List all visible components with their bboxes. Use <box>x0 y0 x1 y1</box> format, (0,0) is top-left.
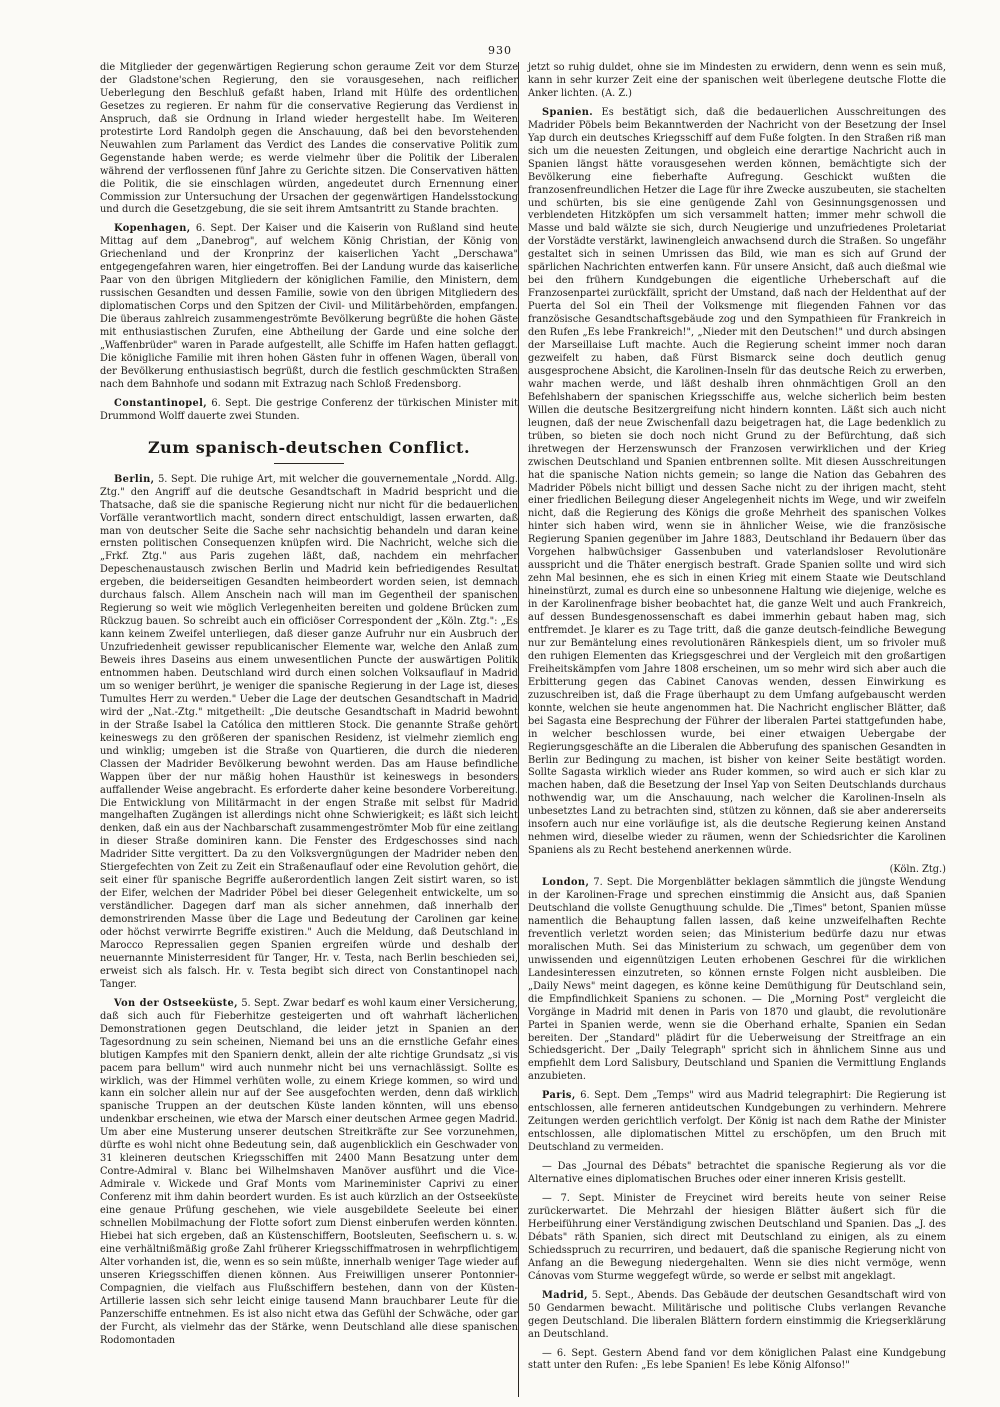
paragraph-text: jetzt so ruhig duldet, ohne sie im Mindesten zu erwidern, denn wenn es sein muß, kann in sehr kurzer Zeit eine der spanischen weit überlegene deutsche Flotte die Anker lichten. (A. Z.) <box>528 62 946 99</box>
article-berlin <box>100 474 518 992</box>
page-number: 930 <box>488 44 512 57</box>
section-header <box>100 437 518 464</box>
paragraph-text: 5. Sept., Abends. Das Gebäude der deutschen Gesandtschaft wird von 50 Gendarmen bewacht. Militärische und politische Clubs verlangen Revanche gegen Deutschland. Die liberalen Blättern fordern einstimmig die Kriegserklärung an Deutschland. <box>528 1289 946 1340</box>
left-column <box>100 62 518 1354</box>
article-madrid <box>528 1290 946 1342</box>
article-paris <box>528 1090 946 1155</box>
article-kopenhagen <box>100 223 518 391</box>
article-paragraph <box>528 1161 946 1187</box>
dateline: Von der Ostseeküste, <box>114 997 238 1009</box>
section-title: Zum spanisch-deutschen Conflict. <box>147 437 471 457</box>
article-paragraph <box>528 1193 946 1284</box>
paragraph-text: 6. Sept. Der Kaiser und die Kaiserin von Rußland sind heute Mittag auf dem „Danebrog", auf welchem König Christian, der König von Griechenland und der Kronprinz der kaiserlichen Yacht „Derschawa" entgegengefahren waren, hier eingetroffen. Bei der Landung wurde das kaiserliche Paar von den übrigen Mitgliedern der königlichen Familie, den Ministern, dem russischen Gesandten und dessen Familie, sowie von den übrigen Mitgliedern des diplomatischen Corps und den Spitzen der Civil- und Militärbehörden, empfangen. Die überaus zahlreich zusammengeströmte Bevölkerung begrüßte die hohen Gäste mit enthusiastischen Zurufen, eine Abtheilung der Garde und eine solche der „Waffenbrüder" waren in Parade aufgestellt, alle Schiffe im Hafen hatten geflaggt. Die königliche Familie mit ihren hohen Gästen fuhr in offenen Wagen, überall von der Bevölkerung enthusiastisch begrüßt, durch die festlich geschmückten Straßen nach dem Bahnhofe und sodann mit Extrazug nach Schloß Fredensborg. <box>100 223 518 390</box>
dateline: Kopenhagen, <box>114 223 191 235</box>
column-divider <box>518 62 519 1397</box>
dateline: London, <box>542 877 590 889</box>
article-london <box>528 877 946 1084</box>
source-signature: (Köln. Ztg.) <box>889 864 946 876</box>
paragraph-text: 7. Sept. Die Morgenblätter beklagen sämmtlich die jüngste Wendung in der Karolinen-Frage und sprechen einstimmig die Ansicht aus, daß Spanien Deutschland die vollste Genugthuung schulde. Die „Times" betont, Spanien müsse namentlich die Behauptung fallen lassen, daß keine unzweifelhaften Rechte freventlich verletzt worden seien; das Ministerium bedürfe dazu nur etwas moralischen Muth. Sei das Ministerium zu schwach, um gegenüber dem von unwissenden und eigennützigen Leuten erhobenen Geschrei für die wirklichen Landesinteressen einzutreten, so können ernste Folgen nicht ausbleiben. Die „Daily News" meint dagegen, es könne keine Demüthigung für Deutschland sein, die Empfindlichkeit Spaniens zu schonen. — Die „Morning Post" vergleicht die Vorgänge in Madrid mit denen in Paris von 1870 und glaubt, die revolutionäre Partei in Spanien werde, wenn sie die Oberhand erhalte, Spanien ein Sedan bereiten. Der „Standard" plädirt für die Ueberweisung der Streitfrage an ein Schiedsgericht. Der „Daily Telegraph" spricht sich in ähnlichem Sinne aus und empfiehlt dem Lord Salisbury, Deutschland und Spanien die Vermittlung Englands anzubieten. <box>528 877 946 1083</box>
dateline: Constantinopel, <box>114 397 208 409</box>
article-paragraph <box>100 62 518 217</box>
paragraph-text: 5. Sept. Zwar bedarf es wohl kaum einer Versicherung, daß sich auch für Fieberhitze gesteigerten und oft wahrhaft lächerlichen Demonstrationen gegen Deutschland, die leider jetzt in Spanien an der Tagesordnung zu sein scheinen, Niemand bei uns an die ernstliche Gefahr eines blutigen Kampfes mit den Spaniern denkt, allein der alte richtige Grundsatz „si vis pacem para bellum" wird auch nunmehr nicht bei uns vernachlässigt. Sollte es wirklich, was der Himmel verhüten wolle, zu einem Kriege kommen, so wird und kann ein solcher allein nur auf der See ausgefochten werden, denn daß wirklich spanische Truppen an der deutschen Küste landen könnten, will uns ebenso undenkbar erscheinen, wie etwa der Marsch einer deutschen Armee gegen Madrid. Um aber eine Musterung unserer deutschen Streitkräfte zur See vorzunehmen, dürfte es wohl nicht ohne Bedeutung sein, daß augenblicklich ein Geschwader von 31 kleineren deutschen Kriegsschiffen mit 2400 Mann Besatzung unter dem Contre-Admiral v. Blanc bei Wilhelmshaven Manöver ausführt und die Vice-Admirale v. Wickede und Graf Monts vom Marineminister Caprivi zu einer Conferenz mit ihm dahin beordert wurden. Es ist auch kürzlich an der Ostseeküste eine genaue Prüfung geschehen, wie viele ausgebildete Seeleute bei einer schnellen Mobilmachung der Flotte sofort zum Dienst einberufen werden könnten. Hiebei hat sich ergeben, daß an Küstenschiffern, Bootsleuten, Seefischern u. s. w. eine verhältnißmäßig große Zahl früherer Kriegsschiffmatrosen in wehrpflichtigem Alter vorhanden ist, die, wenn es so sein müßte, innerhalb weniger Tage wieder auf unseren Kriegsschiffen dienen können. Aus Freiwilligen unserer Pontonnier-Compagnien, die vielfach aus Flußschiffern bestehen, dann von der Küsten-Artillerie lassen sich sehr leicht einige tausend Mann brauchbarer Leute für die Panzerschiffe entnehmen. Es ist also nicht etwa das Gefühl der Schwäche, oder gar der Furcht, als vielmehr das der Stärke, wenn Deutschland alle diese spanischen Rodomontaden <box>100 997 519 1346</box>
article-constantinopel <box>100 398 518 424</box>
paragraph-text: — Das „Journal des Débats" betrachtet die spanische Regierung als vor die Alternative eines diplomatischen Bruches oder einer inneren Krisis gestellt. <box>528 1161 946 1186</box>
paragraph-text: — 7. Sept. Minister de Freycinet wird bereits heute von seiner Reise zurückerwartet. Die Mehrzahl der hiesigen Blätter äußert sich für die Herbeiführung einer Verständigung zwischen Deutschland und Spanien. Das „J. des Débats" räth Spanien, sich direct mit Deutschland zu einigen, als zu einem Schiedsspruch zu recurriren, und bedauert, daß die spanische Regierung nicht von Anfang an die Bewegung niedergehalten. Wenn sie dies nicht vermöge, wenn Cánovas vom Sturme weggefegt würde, so werde er selbst mit angeklagt. <box>528 1193 946 1282</box>
article-spanien <box>528 107 946 858</box>
dateline: Berlin, <box>114 473 155 485</box>
article-paragraph <box>528 1348 946 1374</box>
paragraph-text: die Mitglieder der gegenwärtigen Regierung schon geraume Zeit vor dem Sturze der Gladstone'schen Regierung, den sie vorausgesehen, nach reiflicher Ueberlegung den Beschluß gefaßt haben, Irland mit Hülfe des ordentlichen Gesetzes zu regieren. Er nahm für die conservative Regierung das Verdienst in Anspruch, daß sie Ordnung in Irland wieder hergestellt habe. Im Weiteren protestirte Lord Randolph gegen die Anschauung, daß bei den bevorstehenden Neuwahlen zum Parlament das Verdict des Landes die conservative Politik zum Gegenstande haben werde; es werde vielmehr über die Politik der Liberalen während der verflossenen fünf Jahre zu Gerichte sitzen. Die Conservativen hätten die Politik, die sie einschlagen würden, angedeutet durch Ernennung einer Commission zur Untersuchung der Ursachen der gegenwärtigen Handelsstockung und durch die Gesetzgebung, die sie seit ihrem Amtsantritt zu Stande brachten. <box>100 62 518 216</box>
dateline: Paris, <box>542 1090 576 1102</box>
paragraph-text: — 6. Sept. Gestern Abend fand vor dem königlichen Palast eine Kundgebung statt unter den Rufen: „Es lebe Spanien! Es lebe König Alfonso!" <box>528 1347 946 1372</box>
article-ostseekueste <box>100 998 518 1348</box>
paragraph-text: Es bestätigt sich, daß die bedauerlichen Ausschreitungen des Madrider Pöbels beim Bekanntwerden der Nachricht von der Besetzung der Insel Yap durch ein deutsches Kriegsschiff auf dem Fuße folgten. In den Straßen riß man sich um die neuesten Zeitungen, und obgleich eine derartige Nachricht auch in Spanien längst hätte vorausgesehen werden können, bemächtigte sich der Bevölkerung eine fieberhafte Aufregung. Geschickt wußten die franzosenfreundlichen Hetzer die Lage für ihre Zwecke auszubeuten, sie stachelten und schürten, bis sie eine genügende Zahl von Gesinnungsgenossen und verblendeten Hitzköpfen um sich versammelt hatten; immer mehr schwoll die Masse und bald wälzte sie sich, durch Neugierige und unzufriedenes Proletariat der Vorstädte verstärkt, lawinengleich anwachsend durch die Straßen. So ungefähr gestaltet sich in seinen Umrissen das Bild, wie man es sich auf Grund der spärlichen Nachrichten entwerfen kann. Für unsere Ansicht, daß auch dießmal wie bei den frühern Kundgebungen die eigentliche Urheberschaft auf die Franzosenpartei zurückfällt, spricht der Umstand, daß nach der Heldenthat auf der Puerta del Sol ein Theil der Volksmenge mit fliegenden Fahnen vor das französische Gesandtschaftsgebäude zog und den Sympathieen für Frankreich in den Rufen „Es lebe Frankreich!", „Nieder mit den Deutschen!" und durch absingen der Marseillaise Luft machte. Auch die Regierung scheint immer noch daran gezweifelt zu haben, daß Fürst Bismarck seine doch deutlich genug ausgesprochene Absicht, die Karolinen-Inseln für das deutsche Reich zu erwerben, wahr machen werde, und läßt deshalb ihren ohnmächtigen Groll an den Befehlshabern der spanischen Kriegsschiffe aus, welche sicherlich beim besten Willen die deutsche Besitzergreifung nicht hindern konnten. Läßt sich auch nicht leugnen, daß der neue Zwischenfall dazu beigetragen hat, die Lage bedenklich zu trüben, so bieten sie doch noch nicht Grund zu der Befürchtung, daß sich ihretwegen der Herzenswunsch der Franzosen verwirklichen und der Krieg zwischen Deutschland und Spanien entbrennen sollte. Mit diesen Ausschreitungen hat die spanische Nation nichts gemein; so lange die Nation das Gebahren des Madrider Pöbels nicht billigt und dessen Sache nicht zu der ihrigen macht, steht einer friedlichen Beilegung dieser Angelegenheit nichts im Wege, und wir zweifeln nicht, daß die Regierung des Königs die große Mehrheit des spanischen Volkes hinter sich haben wird, wenn sie in ähnlicher Weise, wie die französische Regierung Spanien gegenüber im Jahre 1883, Deutschland ihr Bedauern über das Vorgehen halbwüchsiger Gassenbuben und vaterlandsloser Revolutionäre ausspricht und die Thäter energisch bestraft. Grade Spanien sollte und wird sich zehn Mal besinnen, ehe es sich in einen Krieg mit einem Staate wie Deutschland hineinstürzt, zumal es durch eine so unbesonnene Haltung wie diejenige, welche es in der Karolinenfrage bisher beobachtet hat, die ganze Welt und auch Frankreich, auf dessen Bundesgenossenschaft es dabei immerhin gebaut haben mag, sich entfremdet. Je klarer es zu Tage tritt, daß die ganze deutsch-feindliche Bewegung nur zur Bemäntelung eines revolutionären Ränkespiels dient, um so frivoler muß den ruhigen Elementen das Kriegsgeschrei und der Vergleich mit den großartigen Freiheitskämpfen vom Jahre 1808 erscheinen, um so mehr wird sich aber auch die Erbitterung gegen das Cabinet Canovas wenden, dessen Einwirkung es zuzuschreiben ist, daß die Frage überhaupt zu dem Umfang aufgebauscht werden konnte, welchen sie heute angenommen hat. Die Nachricht englischer Blätter, daß bei Sagasta eine Besprechung der Führer der liberalen Partei stattgefunden habe, in welcher beschlossen wurde, bei einer etwaigen Uebergabe der Regierungsgeschäfte an die Liberalen die Abberufung des spanischen Gesandten in Berlin zur Bedingung zu machen, ist bisher von keiner Seite bestätigt worden. Sollte Sagasta wirklich wieder ans Ruder kommen, so wird auch er sich klar zu machen haben, daß die Besetzung der Insel Yap von Seiten Deutschlands durchaus nothwendig war, um die Anschauung, nach welcher die Karolinen-Inseln als unbesetztes Land zu betrachten sind, stützen zu können, daß sie aber andererseits insofern auch nur eine vorläufige ist, als die deutsche Regierung keinen Anstand nehmen wird, dieselbe wieder zu räumen, wenn der Schiedsrichter die Karolinen Spaniens als zu Recht bestehend anerkennen würde. <box>528 106 946 857</box>
paragraph-text: 6. Sept. Dem „Temps" wird aus Madrid telegraphirt: Die Regierung ist entschlossen, alle ferneren antideutschen Kundgebungen zu verhindern. Mehrere Zeitungen werden gerichtlich verfolgt. Der König ist nach dem Rathe der Minister entschlossen, alle diplomatischen Mittel zu erschöpfen, um den Bruch mit Deutschland zu vermeiden. <box>528 1090 946 1154</box>
paragraph-text: 5. Sept. Die ruhige Art, mit welcher die gouvernementale „Nordd. Allg. Ztg." den Angriff auf die deutsche Gesandtschaft in Madrid bespricht und die Thatsache, daß sie die spanische Regierung nicht nur nicht für die bedauerlichen Vorfälle verantwortlich macht, sondern direct entschuldigt, lassen erwarten, daß man von deutscher Seite die Sache sehr nachsichtig behandeln und daran keine ernsten politischen Consequenzen knüpfen wird. Die Nachricht, welche sich die „Frkf. Ztg." aus Paris zugehen läßt, daß, nachdem ein mehrfacher Depeschenaustausch zwischen Berlin und Madrid kein befriedigendes Resultat ergeben, die beiderseitigen Gesandten heimbeordert worden seien, ist demnach durchaus falsch. Allem Anschein nach will man im Gegentheil der spanischen Regierung so weit wie möglich Verlegenheiten bereiten und goldene Brücken zum Rückzug bauen. So schreibt auch ein officiöser Correspondent der „Köln. Ztg.": „Es kann keinem Zweifel unterliegen, daß dieser ganze Aufruhr nur ein Ausbruch der Unzufriedenheit gewisser republicanischer Elemente war, welche den Anlaß zum Beweis ihres Daseins aus einem unwesentlichen Puncte der auswärtigen Politik entnommen haben. Deutschland wird durch einen solchen Volksauflauf in Madrid um so weniger berührt, je weniger die spanische Regierung in der Lage ist, dieses Tumultes Herr zu werden." Ueber die Lage der deutschen Gesandtschaft in Madrid wird der „Nat.-Ztg." mitgetheilt: „Die deutsche Gesandtschaft in Madrid bewohnt in der Straße Isabel la Católica den mittleren Stock. Die genannte Straße gehört keineswegs zu den größeren der spanischen Residenz, ist vielmehr ziemlich eng und winklig; umgeben ist die Straße von Quartieren, die durch die niederen Classen der Madrider Bevölkerung bewohnt werden. Das am Hause befindliche Wappen über der nur mäßig hohen Hausthür ist keineswegs in besonders auffallender Weise angebracht. Es erforderte daher keine besondere Vorbereitung. Die Entwicklung von Militärmacht in der engen Straße mit selbst für Madrid mangelhaften Zugängen ist allerdings nicht ohne Schwierigkeit; es läßt sich leicht denken, daß ein aus der Nachbarschaft zusammengeströmter Mob für eine zeitlang in dieser Straße dominiren kann. Die Fenster des Erdgeschosses sind nach Madrider Sitte vergittert. Da zu den Volksvergnügungen der Madrider neben den Stiergefechten von Zeit zu Zeit ein Straßenauflauf oder eine Revolution gehört, die seit einer für spanische Begriffe außerordentlich langen Zeit sistirt waren, so ist der Eifer, welchen der Madrider Pöbel bei dieser Gelegenheit entwickelte, um so verständlicher. Dagegen darf man als sicher annehmen, daß innerhalb der demonstrirenden Masse über die Lage und Bedeutung der Carolinen gar keine oder höchst verwirrte Begriffe existiren." Auch die Meldung, daß Deutschland in Marocco Repressalien gegen Spanien ergreifen würde und deshalb der neuernannte Ministerresident für Tanger, Hr. v. Testa, nach Berlin beschieden sei, erweist sich als falsch. Hr. v. Testa begibt sich direct von Constantinopel nach Tanger. <box>100 473 518 990</box>
dateline: Spanien. <box>542 106 594 118</box>
section-rule <box>274 463 344 464</box>
right-column <box>528 62 946 1379</box>
paragraph-text: 6. Sept. Die gestrige Conferenz der türkischen Minister mit Drummond Wolff dauerte zwei Stunden. <box>100 397 518 422</box>
dateline: Madrid, <box>542 1289 588 1301</box>
article-paragraph <box>528 62 946 101</box>
